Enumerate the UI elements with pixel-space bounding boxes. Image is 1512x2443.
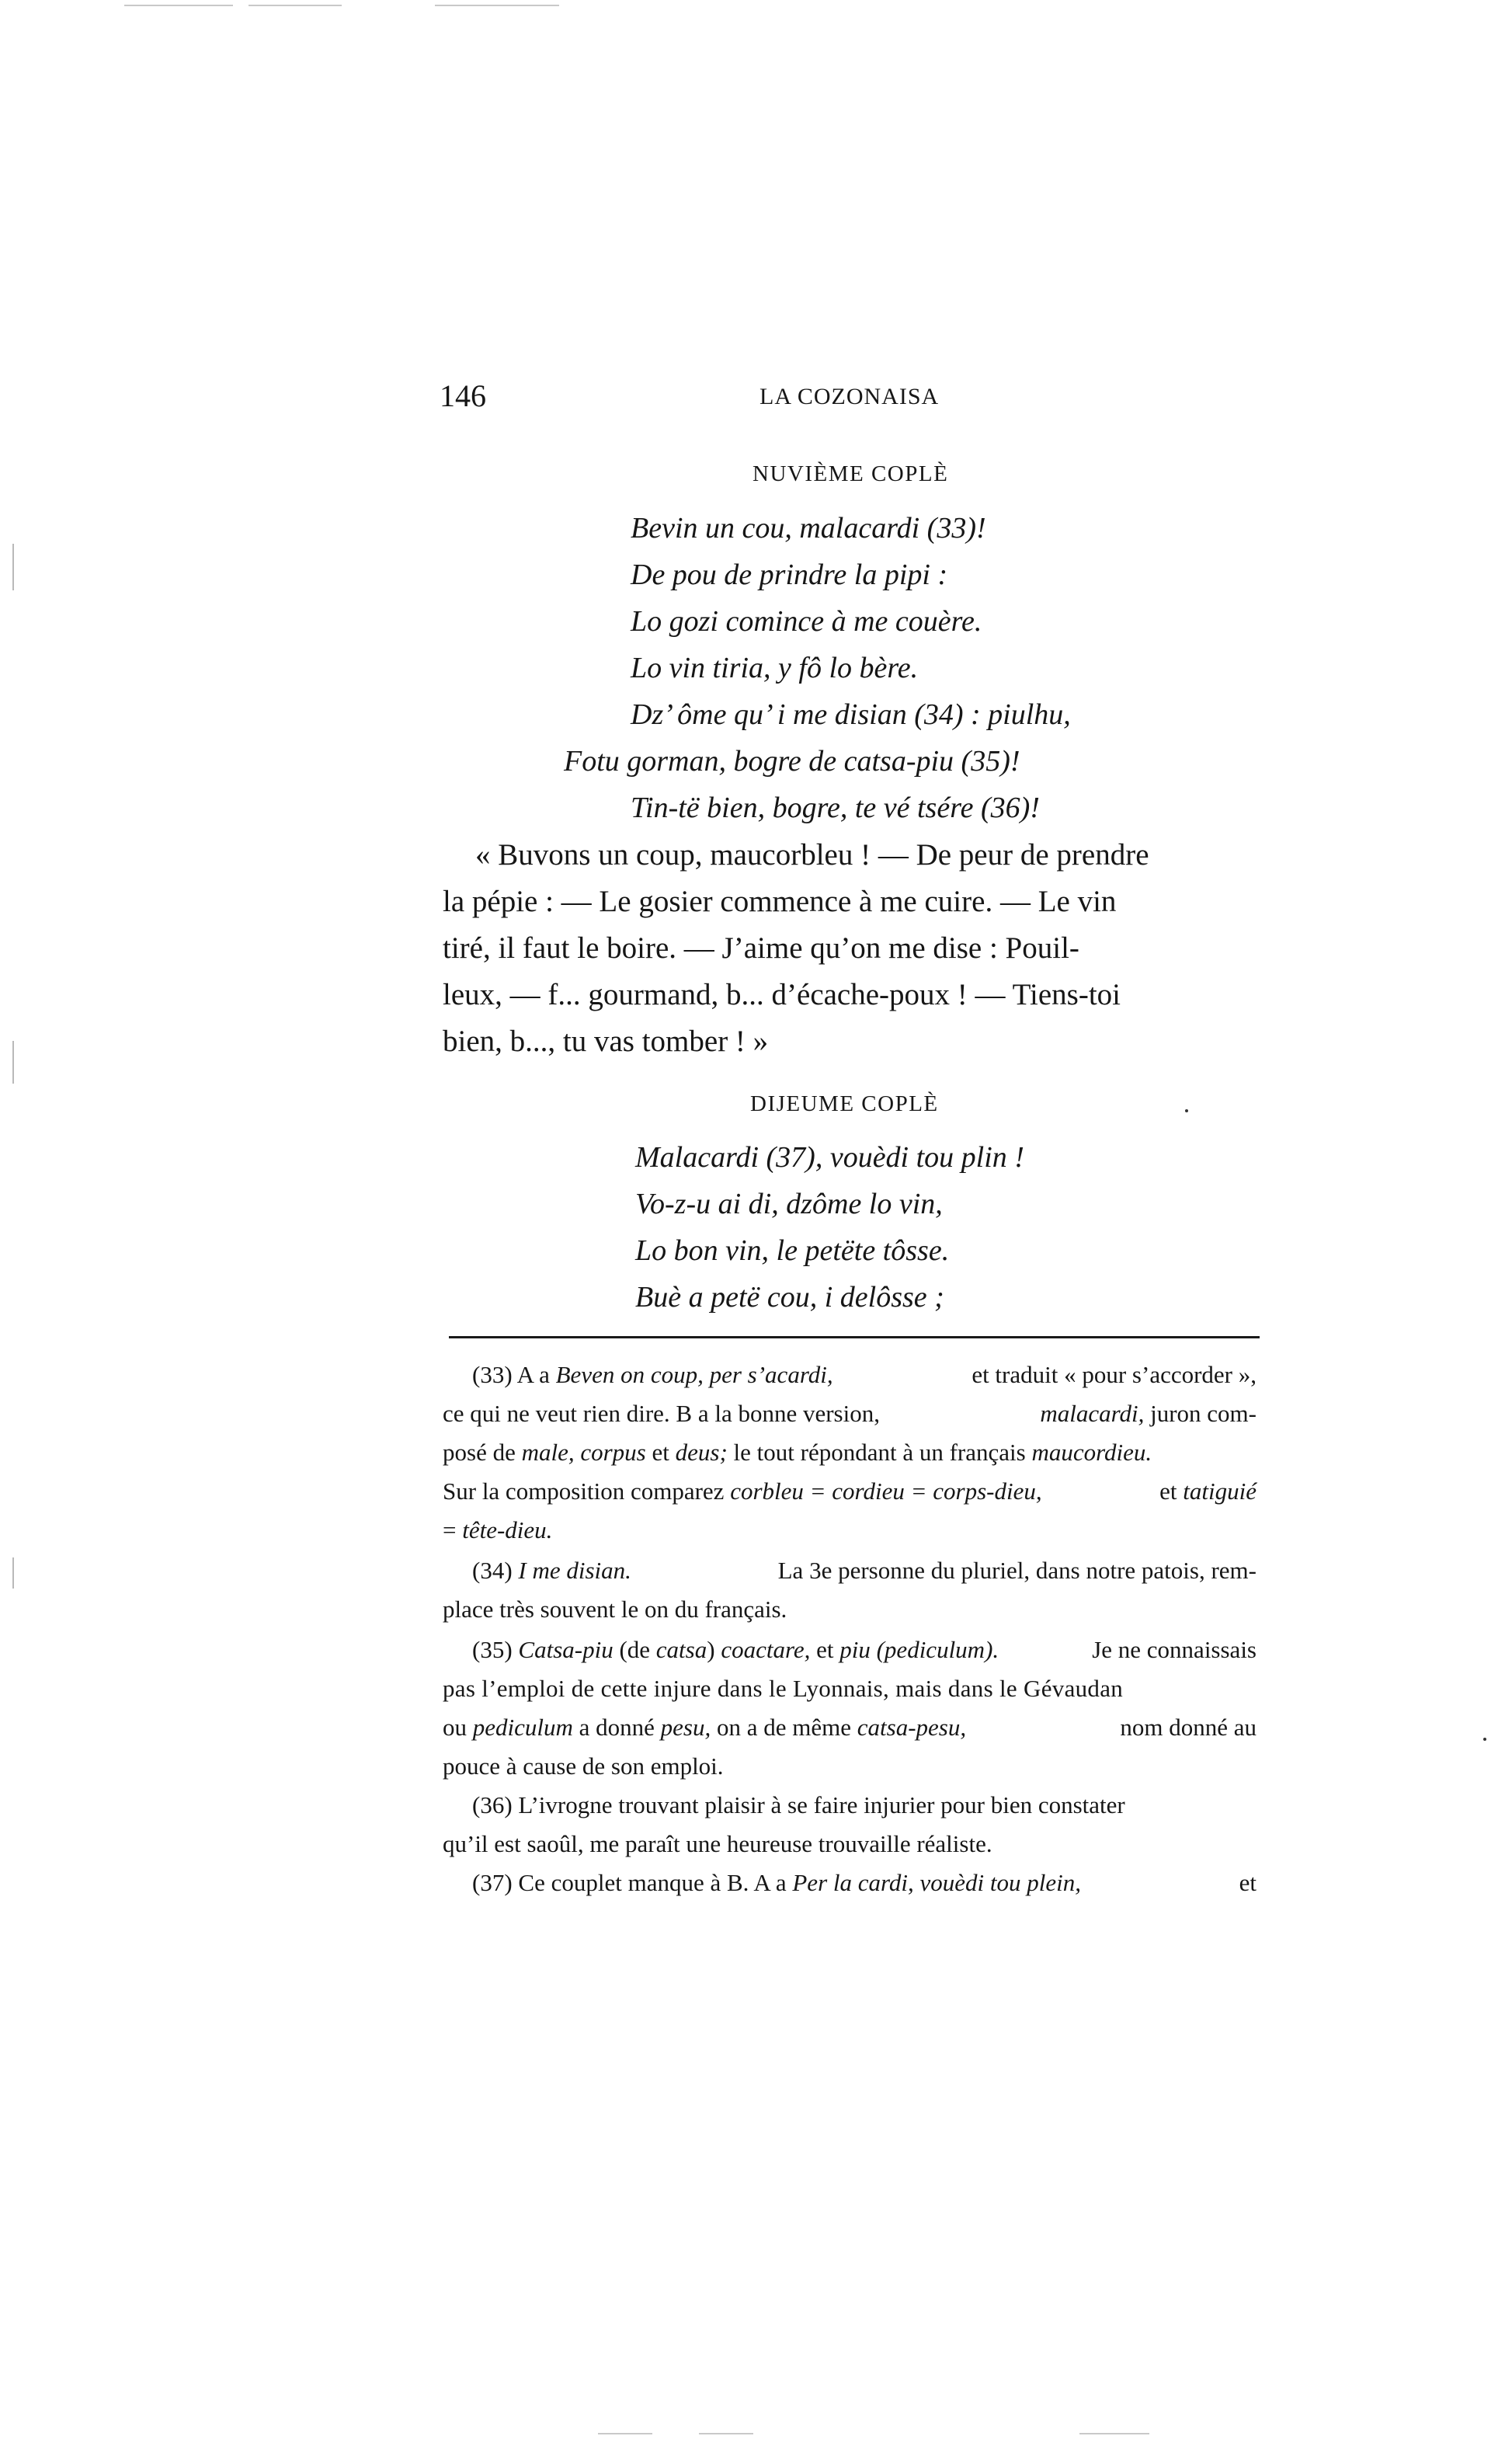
footnote-line: = tête-dieu. (443, 1516, 553, 1543)
prose-line: tiré, il faut le boire. — J’aime qu’on me dise : Pouil- (443, 931, 1079, 965)
scan-mark (12, 544, 14, 590)
section-heading: NUVIÈME COPLÈ (753, 461, 949, 486)
running-title: LA COZONAISA (759, 384, 940, 409)
scan-mark (12, 1041, 14, 1084)
verse-line: De pou de prindre la pipi : (631, 559, 948, 591)
prose-line: bien, b..., tu vas tomber ! » (443, 1025, 769, 1058)
section-heading: DIJEUME COPLÈ (750, 1091, 939, 1116)
footnote-line: ce qui ne veut rien dire. B a la bonne version, malacardi, juron com- (443, 1400, 1257, 1427)
verse-line: Lo bon vin, le petëte tôsse. (635, 1234, 950, 1267)
prose-line: leux, — f... gourmand, b... d’écache-poux ! — Tiens-toi (443, 978, 1121, 1011)
scan-mark (124, 5, 233, 6)
verse-line: Bevin un cou, malacardi (33)! (631, 512, 986, 545)
verse-line: Fotu gorman, bogre de catsa-piu (35)! (564, 745, 1020, 778)
footnote-line: pouce à cause de son emploi. (443, 1752, 724, 1780)
footnote-line: posé de male, corpus et deus; le tout répondant à un français maucordieu. (443, 1439, 1152, 1466)
footnote-line: Sur la composition comparez corbleu = cordieu = corps-dieu, et tatiguié (443, 1477, 1257, 1505)
verse-line: Dz’ ôme qu’ i me disian (34) : piulhu, (631, 698, 1071, 731)
verse-line: Lo vin tiria, y fô lo bère. (631, 652, 919, 684)
scan-mark (435, 5, 559, 6)
footnote-line: pas l’emploi de cette injure dans le Lyonnais, mais dans le Gévaudan (443, 1675, 1124, 1702)
scan-mark (1079, 2433, 1149, 2434)
footnote-line: (34) I me disian. La 3e personne du pluriel, dans notre patois, rem- (472, 1557, 1257, 1584)
footnote-line: qu’il est saoûl, me paraît une heureuse trouvaille réaliste. (443, 1830, 992, 1857)
verse-line: Buè a petë cou, i delôsse ; (635, 1281, 944, 1314)
verse-line: Malacardi (37), vouèdi tou plin ! (635, 1141, 1024, 1174)
footnote-line: ou pediculum a donné pesu, on a de même catsa-pesu, nom donné au (443, 1714, 1257, 1741)
footnote-line: (35) Catsa-piu (de catsa) coactare, et piu (pediculum). Je ne connaissais (472, 1636, 1257, 1663)
footnote-line: place très souvent le on du français. (443, 1596, 787, 1623)
scan-mark (598, 2433, 652, 2434)
scan-mark (12, 1557, 14, 1589)
scan-mark (699, 2433, 753, 2434)
scan-mark (249, 5, 342, 6)
footnote-rule (449, 1336, 1260, 1338)
verse-line: Lo gozi comince à me couère. (631, 605, 982, 638)
prose-line: « Buvons un coup, maucorbleu ! — De peur de prendre (475, 838, 1149, 872)
page-number: 146 (440, 378, 486, 413)
footnote-line: (36) L’ivrogne trouvant plaisir à se faire injurier pour bien constater (472, 1791, 1125, 1818)
verse-line: Tin-të bien, bogre, te vé tsére (36)! (631, 792, 1040, 824)
scan-speck (1483, 1738, 1486, 1741)
footnote-line: (37) Ce couplet manque à B. A a Per la cardi, vouèdi tou plein, et (472, 1869, 1257, 1896)
verse-line: Vo-z-u ai di, dzôme lo vin, (635, 1188, 943, 1220)
prose-line: la pépie : — Le gosier commence à me cuire. — Le vin (443, 885, 1117, 918)
footnote-line: (33) A a Beven on coup, per s’acardi, et traduit « pour s’accorder », (472, 1361, 1257, 1388)
scan-speck (1185, 1109, 1188, 1112)
